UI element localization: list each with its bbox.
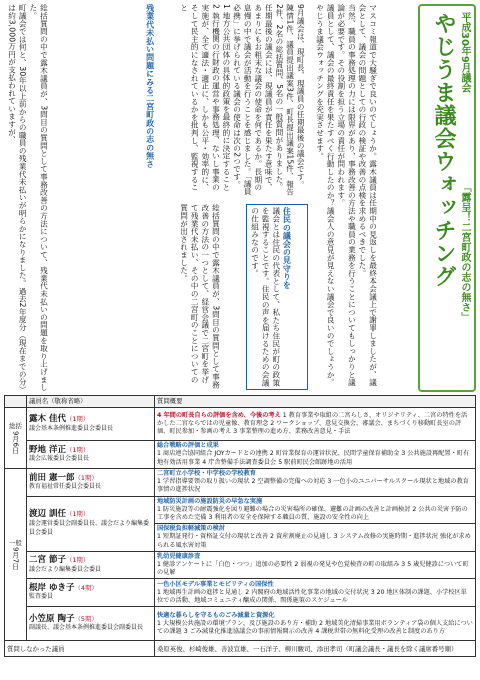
question-details: 1 学習指導要領の取り扱いの現状 2 空調整備の完備への対応 3 一色小のユニバーサルスクール現状と地域の教育事情の進捗状況 <box>157 478 469 494</box>
article-paragraph: 町議会では何と、30年以上前からの職員の残業代未払いが明らかになりました。過去2年度分（現在までの分）は約3,000万円が支払われていますが、 <box>7 4 28 390</box>
table-row <box>5 551 476 579</box>
table-row <box>5 408 476 441</box>
question-cell <box>155 408 476 441</box>
highlight-box-citizen-watch <box>246 204 308 390</box>
question-cell <box>155 469 476 497</box>
highlight-body: 総括質問の中で露木議員が、3問目の質問として事務改善の方法について、残業代未払いの問題を取り上げました。 <box>28 4 49 392</box>
table-row <box>5 469 476 497</box>
member-name: 小笠原 陶子 <box>29 614 75 625</box>
question-details: 1 健診アンケートに「白色・つつ」追加の必要性 2 弱視の発見や色覚検査の町の取組み 3 5 歳児健診について町の見解 <box>157 561 469 577</box>
member-role: 議会運営委員会副委員長、議会だより編集委員会委員 <box>29 519 150 536</box>
question-topic: 国保税負担軽減策の検討 <box>157 525 226 533</box>
table-header-row <box>5 396 476 408</box>
article-paragraph: 9月議会は、現町長、現議員の任期最後の議会です。陳情1件、議員提出議案3件、町長提出議案15件、報告2件、2名の総括質問、5名の一般質問がありました。 <box>274 4 306 196</box>
questions-table-area <box>4 395 476 676</box>
article-paragraph: 議員として、議会の最終責任を果たすべく行動したのか？議会人の意見が見えない議会で良いのでしょうか。やじうま議会ウォッチングを充実させます。 <box>315 4 336 387</box>
question-cell <box>155 496 476 524</box>
member-term: （1期） <box>74 473 98 482</box>
member-cell <box>27 607 155 641</box>
article-area <box>4 4 476 392</box>
article-paragraph: 当然、職員の事務処理の力には限界があり、事務改善の方法や職員の業務を行うことについてもしっかりと議論が必要です。その役割を担う立場の責任が問われます。 <box>336 4 357 387</box>
member-term: （4期） <box>74 584 98 593</box>
category-sokatsu: 総括 9月6日 <box>5 408 27 469</box>
member-role: 教育福祉常任委員会委員長 <box>29 482 102 490</box>
question-cell <box>155 441 476 469</box>
question-details: 1 商店連合協同組合 JOYカードとの連携 2 町営業保育の運営状況、民間学童保育補助金 3 公共施設再配置・町有地有効活用事業 4 庁舎整備手法調査委員会 5 駅前町民会館跡地の活用 <box>157 450 470 466</box>
question-topic: 二宮町立小学校・中学校の学校教育 <box>157 470 256 477</box>
article-right-block <box>314 4 414 392</box>
member-cell <box>27 469 155 497</box>
member-term: （1期） <box>65 445 90 454</box>
member-cell <box>27 551 155 579</box>
table-row <box>5 579 476 607</box>
issue-tagline: 「露呈！二宮町政の志の無さ」 <box>459 182 470 322</box>
question-details: 1 大規模公共施設の環境プラン、及び施設のあり方・補助 2 地域美化清掃事業用ボランティア袋の個人支給についての課題 3 ごみ減量化推進協議会の事前情報開示の改善 4 課税世帯の無料化受理の改善と制度のあり方 <box>157 619 473 636</box>
article-middle-lower <box>178 204 240 392</box>
newsletter-title: やじうま議会ウォッチング <box>431 12 457 288</box>
member-name: 露木 佳代 <box>29 414 66 425</box>
question-topic: 快適な暮らしを守るものごみ減量と資源化 <box>157 611 275 619</box>
member-cell <box>27 441 155 469</box>
question-topic: 乳幼児健康診査 <box>157 552 201 560</box>
session-title: 平成30年9月議会 <box>459 12 470 93</box>
article-middle-block <box>178 4 308 200</box>
member-role: 議会だより編集委員会委員 <box>29 565 102 573</box>
member-term: （5期） <box>74 615 98 624</box>
member-name: 前田 憲一郎 <box>29 472 75 483</box>
question-cell <box>155 551 476 579</box>
member-cell <box>27 496 155 551</box>
question-cell <box>155 524 476 552</box>
question-cell <box>155 607 476 641</box>
highlight-overtime-issue <box>144 4 174 392</box>
member-term: （1期） <box>65 510 90 519</box>
member-name: 根岸 ゆき子 <box>29 583 75 594</box>
footer-names: 桑原英俊、杉崎俊雄、善波宣雄、一石洋子、柳川駿司、添田孝司（町議会議長・議長を除く議席番号順） <box>155 641 476 657</box>
non-questioning-members-row <box>5 641 476 657</box>
table-row <box>5 607 476 641</box>
question-topic: 一色小区モデル事業とモビリティの国保性 <box>157 580 274 588</box>
question-details: 1 防災施設等の耐震強化を図り避難の場合の災害場所の確保、避難の計画の改善と計画検討 2 公共の災害予防の工事を含めた完備 3 利用者の安全を保障する職員の質、施設の安全性の向上 <box>157 505 468 522</box>
member-name: 野地 洋正 <box>29 444 66 455</box>
article-left-block <box>6 4 140 392</box>
article-paragraph: 総括質問の中で露木議員が、3問目の質問として事務改善の方法の一つとして、経営会議で二宮町を挙げて残業代未払い、その中の二宮町のことについての質問が出されました。 <box>179 204 221 389</box>
member-role: 副議長、議会基本条例推進委員会副委員長 <box>29 624 144 632</box>
member-role: 議会広報委員会委員長 <box>29 455 90 462</box>
question-topic: 4 年間の町長自らの評価を含め、今後の考え <box>157 411 281 419</box>
question-details: 1 教育事業や取組の二宮らしさ、オリジナリティ、二宮の特性を活かした二宮ならではの児童像、教育理念 2 ワークショップ、意見交換会、審議会、まちづくり移動町長室の評価、町民参加・参画の考え 3 事業整理の進め方、業務改善意見・手法 <box>157 411 468 436</box>
member-cell <box>27 408 155 441</box>
member-name: 二宮 節子 <box>29 555 66 566</box>
table-row <box>5 441 476 469</box>
member-term: （1期） <box>65 556 90 565</box>
question-cell <box>155 579 476 607</box>
table-row <box>5 496 476 524</box>
header-question: 質問概要 <box>155 396 476 408</box>
member-name: 渡辺 訓任 <box>29 509 66 520</box>
article-paragraph: 1 地方公共団体の具体的政策を最終的に決定すること 2 執行機関の行財政の運営や事務処理、ないし事業の実施が、全て適法・適正に、しかも公平・効率的に、そして民主的になされているかを批判し、監視すること <box>179 4 231 192</box>
article-paragraph: マスコミ報道で大騒ぎで良いのでしょうか。露木議員は任期中の見返しを最終本会議上で謝罪しましたが、議会として、議会の問題としての行政の検証や改善の点検を求めるべきでした。 <box>357 4 378 387</box>
footer-label: 質問しなかった議員 <box>5 641 155 657</box>
highlight-heading: 残業代未払い問題にみる二宮町政の志の無さ <box>145 4 155 168</box>
article-paragraph: 任期最後の議会には、現議員が責任を果たす意味で、あまりにもお粗末な議会の使命を何であるか。長期の息慢の中で議会が活動を行うことを感じました。「議員必携」に挙げられている議会の使命は次の2つです。 <box>232 4 274 196</box>
question-topic: 地域防災計画の施設防災の早急な実施 <box>157 497 263 505</box>
questions-table <box>4 395 476 657</box>
highlight-heading: 住民の議会の見守りを <box>282 207 292 289</box>
question-details: 1 短期証発行・資格証交付の現状と改善 2 資産割廃止の見通し 3 システム改修の実施時期・進捗状況 強化が求められる風水害対策 <box>157 533 471 549</box>
member-role: 議会基本条例推進委員会委員長 <box>29 424 114 432</box>
question-topic: 総合戦略の評価と成果 <box>157 442 219 450</box>
category-ippan: 一般 9月7日 <box>5 469 27 641</box>
header-member: 議員名（敬称省略） <box>27 396 155 408</box>
member-role: 監査委員 <box>29 593 54 601</box>
highlight-body: 議会とは住民の代表として、私たち住民が町の政策を監視することです。住民の声を届けるための会議の仕組みなのです。 <box>250 207 281 387</box>
title-box <box>418 4 476 392</box>
question-details: 1 地域再生計画の進捗と見通し 2 内閣府の地域活性化事業の地域の交付状況 3 20 地区体制の課題、小学校区単位での活動、地域コミュニティ醸成の関係、関係施策のスケジュール <box>157 588 467 605</box>
member-cell <box>27 579 155 607</box>
member-term: （1期） <box>65 415 90 424</box>
